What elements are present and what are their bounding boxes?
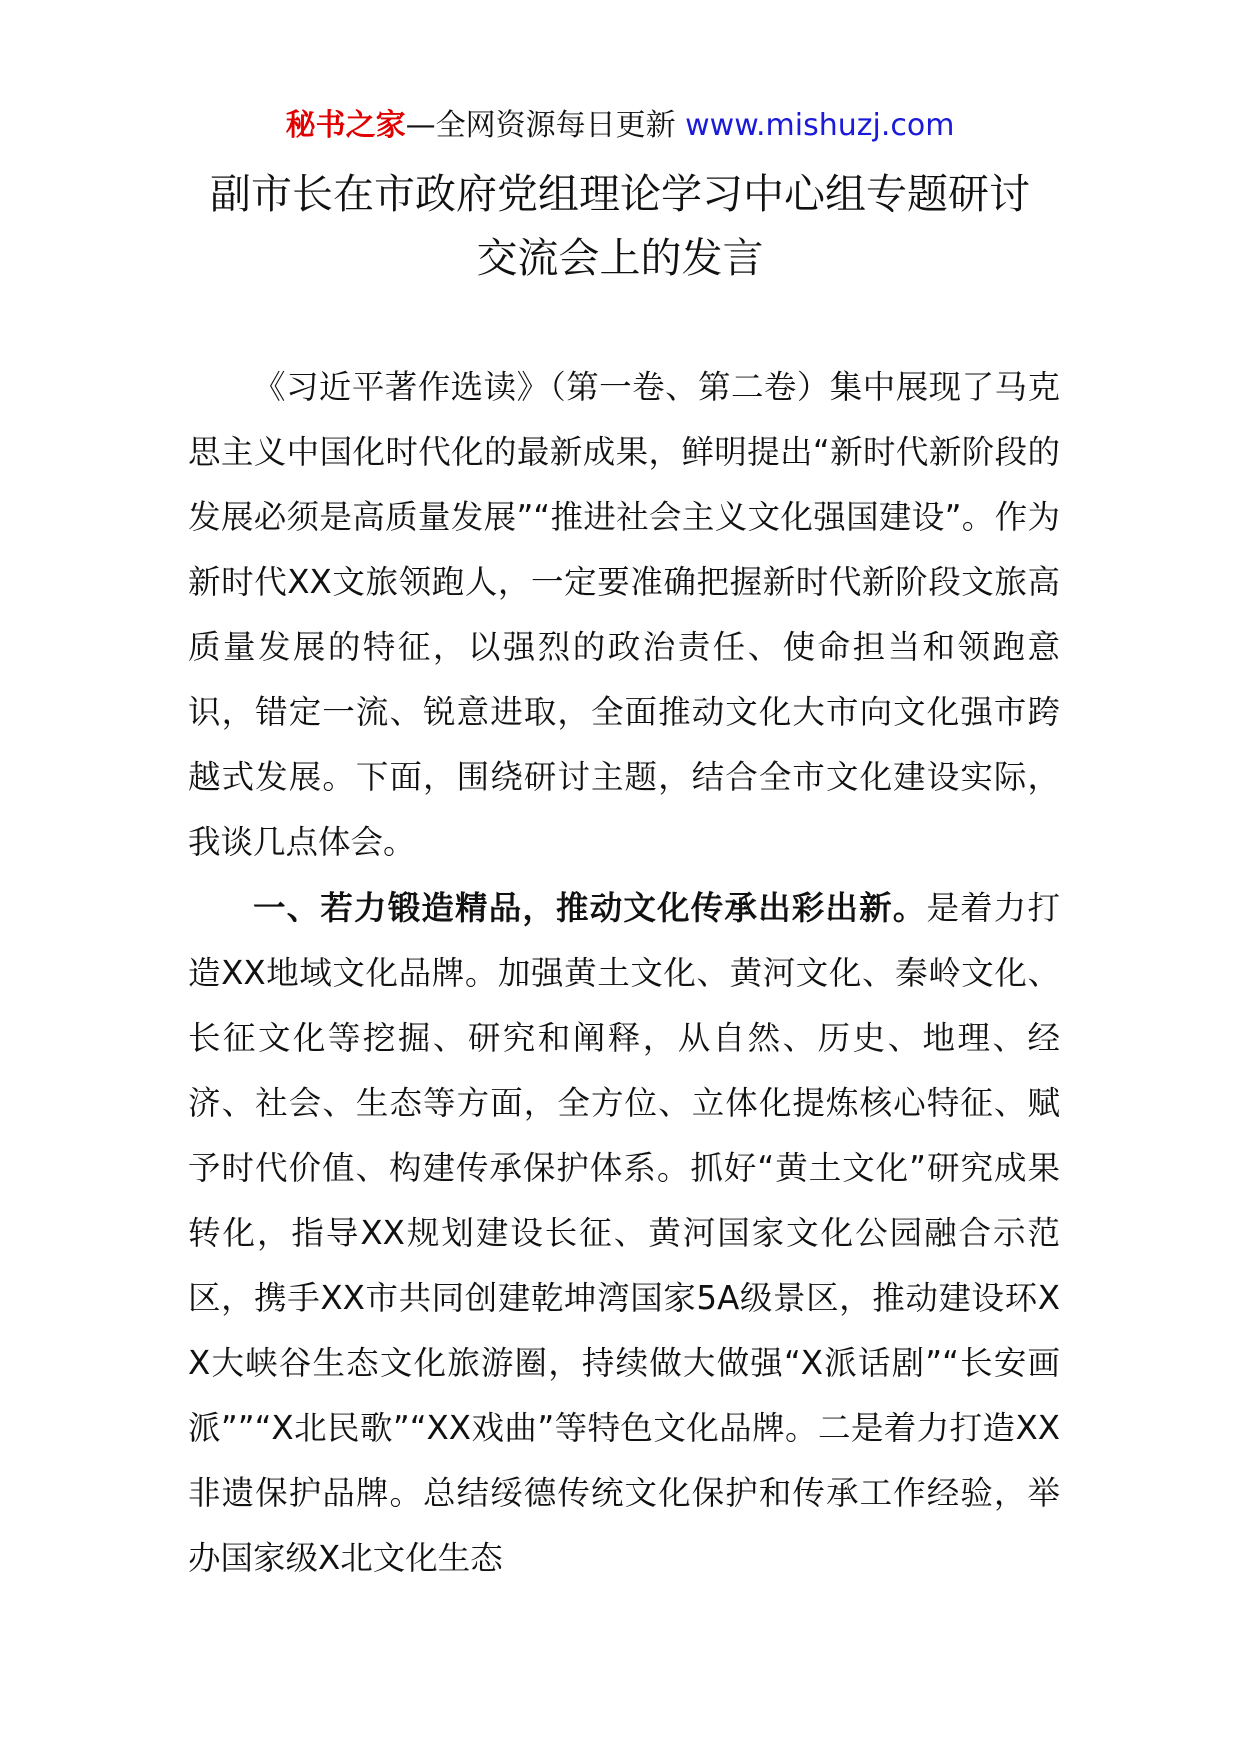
document-body	[188, 355, 1060, 1591]
section-heading: 一、若力锻造精品，推动文化传承出彩出新。	[253, 888, 927, 927]
body-paragraph-section-1	[188, 875, 1060, 1591]
watermark-header	[0, 104, 1240, 148]
title-line-1: 副市长在市政府党组理论学习中心组专题研讨	[210, 170, 1030, 218]
title-line-2: 交流会上的发言	[476, 234, 764, 282]
section-text: 是着力打造XX地域文化品牌。加强黄土文化、黄河文化、秦岭文化、长征文化等挖掘、研究和阐释，从自然、历史、地理、经济、社会、生态等方面，全方位、立体化提炼核心特征、赋予时代价值、构建传承保护体系。抓好“黄土文化”研究成果转化，指导XX规划建设长征、黄河国家文化公园融合示范区，携手XX市共同创建乾坤湾国家5A级景区，推动建设环XX大峡谷生态文化旅游圈，持续做大做强“X派话剧”“长安画派””“X北民歌”“XX戏曲”等特色文化品牌。二是着力打造XX非遗保护品牌。总结绥德传统文化保护和传承工作经验，举办国家级X北文化生态	[188, 889, 1060, 1577]
body-paragraph-intro: 《习近平著作选读》（第一卷、第二卷）集中展现了马克思主义中国化时代化的最新成果，鲜明提出“新时代新阶段的发展必须是高质量发展”“推进社会主义文化强国建设”。作为新时代XX文旅领跑人，一定要准确把握新时代新阶段文旅高质量发展的特征，以强烈的政治责任、使命担当和领跑意识，错定一流、锐意进取，全面推动文化大市向文化强市跨越式发展。下面，围绕研讨主题，结合全市文化建设实际，我谈几点体会。	[188, 368, 1060, 861]
site-url-link[interactable]: www.mishuzj.com	[685, 108, 955, 143]
brand-name: 秘书之家	[285, 108, 406, 143]
document-title	[150, 162, 1090, 290]
header-tagline: —全网资源每日更新	[405, 108, 676, 143]
